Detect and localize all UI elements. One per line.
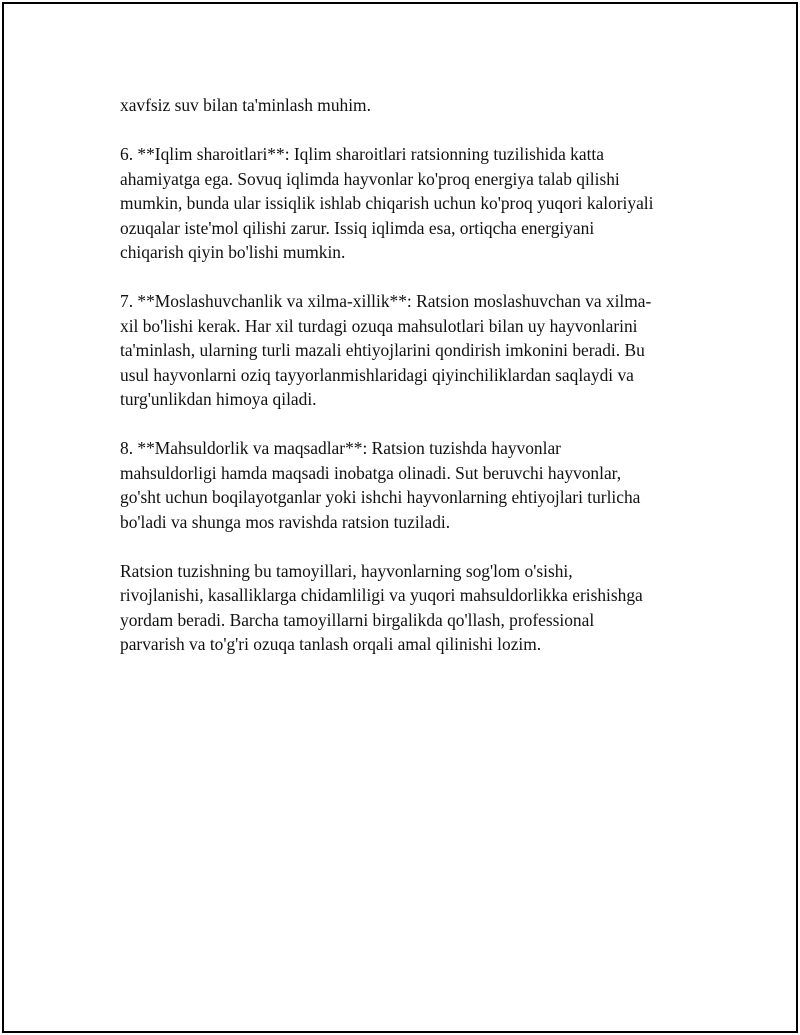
paragraph-productivity-goals: 8. **Mahsuldorlik va maqsadlar**: Ratsion tuzishda hayvonlar mahsuldorligi hamda maqsadi inobatga olinadi. Sut beruvchi hayvonlar, go'sht uchun boqilayotganlar yoki ishchi hayvonlarning ehtiyojlari turlicha bo'ladi va shunga mos ravishda ratsion tuziladi. [120,438,641,532]
paragraph-conclusion: Ratsion tuzishning bu tamoyillari, hayvonlarning sog'lom o'sishi, rivojlanishi, kasalliklarga chidamliligi va yuqori mahsuldorlikka erishishga yordam beradi. Barcha tamoyillarni birgalikda qo'llash, professional parvarish va to'g'ri ozuqa tanlash orqali amal qilinishi lozim. [120,560,643,654]
paragraph-climate-conditions: 6. **Iqlim sharoitlari**: Iqlim sharoitlari ratsionning tuzilishida katta ahamiyatga ega. Sovuq iqlimda hayvonlar ko'proq energiya talab qilishi mumkin, bunda ular issiqlik ishlab chiqarish uchun ko'proq yuqori kaloriyali ozuqalar iste'mol qilishi zarur. Issiq iqlimda esa, ortiqcha energiyani chiqarish qiyin bo'lishi mumkin. [120,144,654,262]
page-frame [2,2,798,1033]
paragraph-flexibility-diversity: 7. **Moslashuvchanlik va xilma-xillik**: Ratsion moslashuvchan va xilma- xil bo'lishi kerak. Har xil turdagi ozuqa mahsulotlari bilan uy hayvonlarini ta'minlash, ularning turli mazali ehtiyojlarini qondirish imkonini beradi. Bu usul hayvonlarni oziq tayyorlanmishlaridagi qiyinchiliklardan saqlaydi va turg'unlikdan himoya qiladi. [120,291,652,409]
paragraph-continuation: xavfsiz suv bilan ta'minlash muhim. [120,95,371,115]
document-body [120,93,692,681]
